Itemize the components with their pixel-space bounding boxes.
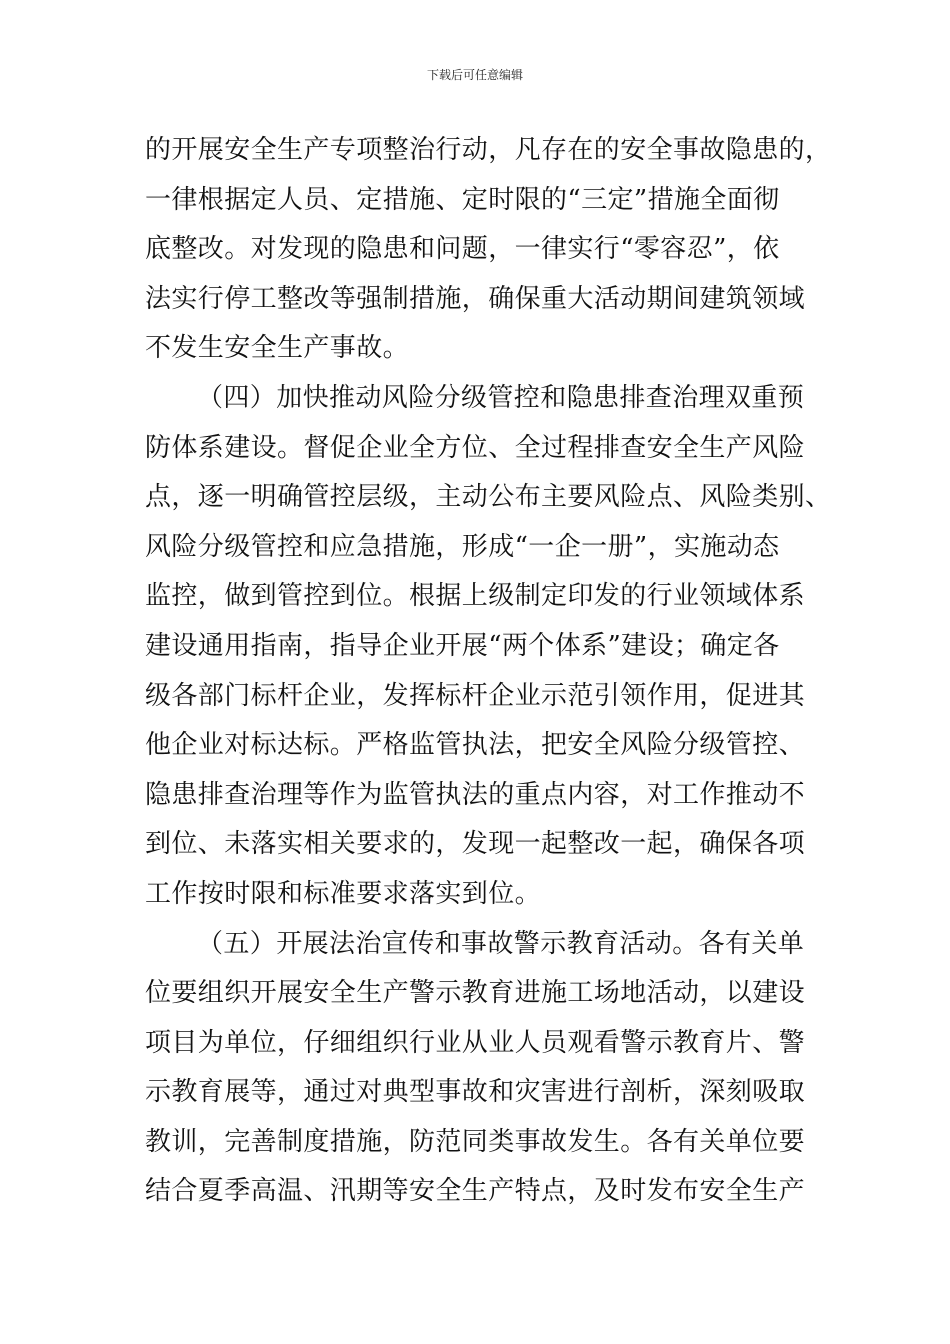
paragraph-4-first-line: （四）加快推动风险分级管控和隐患排查治理双重预 bbox=[197, 382, 805, 413]
text-line: 工作按时限和标准要求落实到位。 bbox=[145, 878, 542, 909]
text-line: 项目为单位，仔细组织行业从业人员观看警示教育片、警 bbox=[145, 1027, 806, 1058]
text-line: 点，逐一明确管控层级，主动公布主要风险点、风险类别、 bbox=[145, 482, 832, 513]
text-line: 的开展安全生产专项整治行动，凡存在的安全事故隐患的， bbox=[145, 135, 832, 165]
text-line: 级各部门标杆企业，发挥标杆企业示范引领作用，促进其 bbox=[145, 680, 806, 711]
text-line: 风险分级管控和应急措施，形成“一企一册”，实施动态 bbox=[145, 531, 780, 562]
text-line: 结合夏季高温、汛期等安全生产特点，及时发布安全生产 bbox=[145, 1176, 806, 1207]
text-line: 一律根据定人员、定措施、定时限的“三定”措施全面彻 bbox=[145, 184, 780, 215]
text-line: 他企业对标达标。严格监管执法，把安全风险分级管控、 bbox=[145, 730, 806, 761]
text-line: 防体系建设。督促企业全方位、全过程排查安全生产风险 bbox=[145, 432, 806, 463]
text-line: 示教育展等，通过对典型事故和灾害进行剖析，深刻吸取 bbox=[145, 1077, 806, 1108]
text-line: 底整改。对发现的隐患和问题，一律实行“零容忍”，依 bbox=[145, 234, 780, 265]
text-line: 法实行停工整改等强制措施，确保重大活动期间建筑领域 bbox=[145, 283, 806, 314]
document-body bbox=[145, 126, 832, 1217]
text-line: 建设通用指南，指导企业开展“两个体系”建设；确定各 bbox=[145, 630, 780, 661]
text-line: 到位、未落实相关要求的，发现一起整改一起，确保各项 bbox=[145, 829, 806, 860]
paragraph-5-first-line: （五）开展法治宣传和事故警示教育活动。各有关单 bbox=[197, 928, 805, 959]
text-line: 隐患排查治理等作为监管执法的重点内容，对工作推动不 bbox=[145, 779, 806, 810]
page-header: 下载后可任意编辑 bbox=[426, 68, 523, 82]
text-line: 位要组织开展安全生产警示教育进施工场地活动，以建设 bbox=[145, 978, 806, 1009]
text-line: 教训，完善制度措施，防范同类事故发生。各有关单位要 bbox=[145, 1126, 806, 1157]
text-line: 不发生安全生产事故。 bbox=[145, 333, 410, 364]
text-line: 监控，做到管控到位。根据上级制定印发的行业领域体系 bbox=[145, 581, 806, 612]
